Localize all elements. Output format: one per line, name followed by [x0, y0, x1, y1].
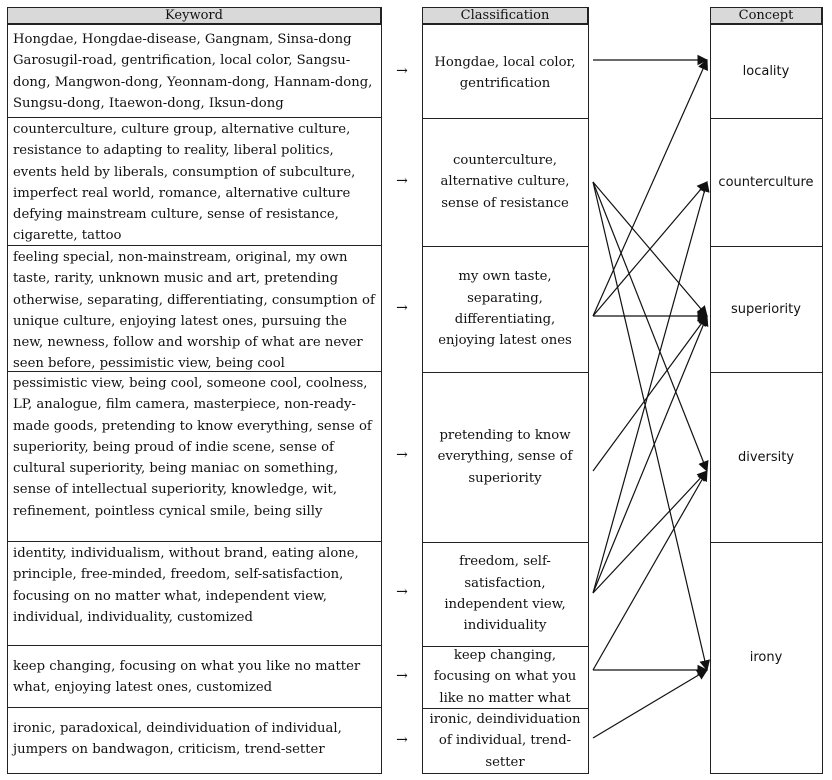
link-arrow-12	[593, 471, 707, 670]
classification-cell-1: Hongdae, local color, gentrification	[434, 54, 576, 91]
keyword-cell-1: Hongdae, Hongdae-disease, Gangnam, Sinsa-dong Garosugil-road, gentrification, local color, Sangsu-dong, Mangwon-dong, Yeonnam-dong, Hannam-dong, Sungsu-dong, Itaewon-dong, Iksun-dong	[7, 28, 381, 118]
concept-irony: irony	[749, 650, 783, 665]
row-arrow-1: →	[396, 63, 408, 79]
keyword-cell-5: identity, individualism, without brand, eating alone, principle, free-minded, freedom, self-satisfaction, focusing on no matter what, independent view, individual, individuality, customized	[7, 542, 381, 646]
keyword-header: Keyword	[7, 7, 381, 24]
link-arrow-5	[593, 60, 707, 316]
concept-diversity: diversity	[737, 450, 795, 465]
row-arrow-5: →	[396, 584, 408, 600]
row-arrow-6: →	[396, 668, 408, 684]
classification-cell-6: keep changing, focusing on what you like no matter what	[433, 648, 577, 706]
concept-counterculture: counterculture	[718, 175, 814, 190]
link-arrow-14	[593, 670, 707, 738]
classification-header: Classification	[422, 7, 588, 24]
row-arrow-3: →	[396, 300, 408, 316]
concept-header: Concept	[710, 7, 822, 24]
row-arrow-4: →	[396, 447, 408, 463]
keyword-cell-7: ironic, paradoxical, deindividuation of individual, jumpers on bandwagon, criticism, trend-setter	[7, 708, 381, 774]
concept-locality: locality	[742, 64, 790, 79]
classification-cell-7: ironic, deindividuation of individual, trend-setter	[429, 712, 581, 770]
classification-cell-4: pretending to know everything, sense of superiority	[437, 428, 573, 486]
link-arrow-8	[593, 316, 707, 471]
classification-cell-3: my own taste, separating, differentiating, enjoying latest ones	[438, 269, 572, 349]
keyword-cell-3: feeling special, non-mainstream, original, my own taste, rarity, unknown music and art, pretending otherwise, separating, differentiating, consumption of unique culture, enjoying latest ones, pursuing the new, newness, follow and worship of what are never seen before, pessimistic view, being cool	[7, 246, 381, 372]
row-arrow-7: →	[396, 732, 408, 748]
link-arrow-4	[593, 182, 707, 670]
row-arrow-2: →	[396, 173, 408, 189]
keyword-cell-6: keep changing, focusing on what you like no matter what, enjoying latest ones, customized	[7, 646, 381, 708]
classification-cell-5: freedom, self-satisfaction, independent view, individuality	[444, 554, 566, 634]
link-arrow-10	[593, 316, 707, 593]
classification-cell-2: counterculture, alternative culture, sense of resistance	[440, 153, 570, 211]
keyword-cell-2: counterculture, culture group, alternative culture, resistance to adapting to reality, liberal politics, events held by liberals, consumption of subculture, imperfect real world, romance, alternative culture defying mainstream culture, sense of resistance, cigarette, tattoo	[7, 118, 381, 246]
concept-superiority: superiority	[731, 302, 801, 317]
keyword-cell-4: pessimistic view, being cool, someone cool, coolness, LP, analogue, film camera, masterpiece, non-ready-made goods, pretending to know everything, sense of superiority, being proud of indie scene, sense of cultural superiority, being maniac on something, sense of intellectual superiority, knowledge, wit, refinement, pointless cynical smile, being silly	[7, 372, 381, 542]
